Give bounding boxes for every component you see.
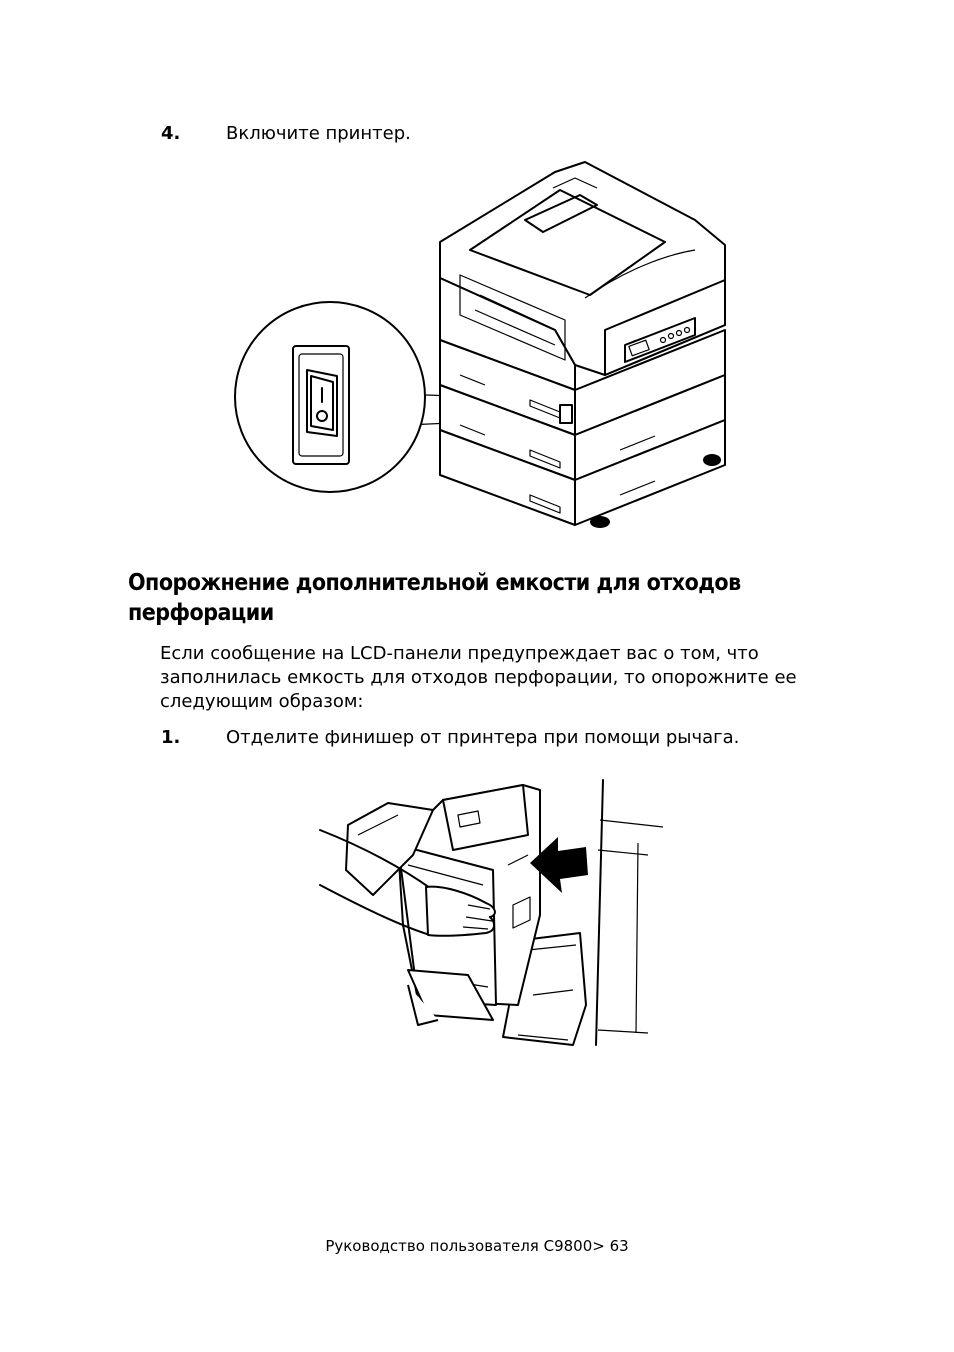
step-1-text: Отделите финишер от принтера при помощи рычага. <box>226 727 740 748</box>
section-title <box>128 568 758 628</box>
intro-paragraph <box>160 642 840 714</box>
step-4-number: 4. <box>161 123 181 144</box>
step-1 <box>161 726 861 752</box>
section-title-line1: Опорожнение дополнительной емкости для отходов <box>128 570 741 596</box>
intro-line-2: заполнилась емкость для отходов перфорации, то опорожните ее <box>160 667 797 688</box>
intro-line-3: следующим образом: <box>160 691 364 712</box>
step-4 <box>161 122 861 148</box>
finisher-detach-illustration <box>318 775 666 1053</box>
step-1-number: 1. <box>161 727 181 748</box>
page-footer: Руководство пользователя C9800> 63 <box>325 1237 629 1255</box>
intro-line-1: Если сообщение на LCD-панели предупреждает вас о том, что <box>160 643 759 664</box>
printer-power-switch-illustration <box>225 150 735 535</box>
step-4-text: Включите принтер. <box>226 123 411 144</box>
section-title-line2: перфорации <box>128 600 274 626</box>
